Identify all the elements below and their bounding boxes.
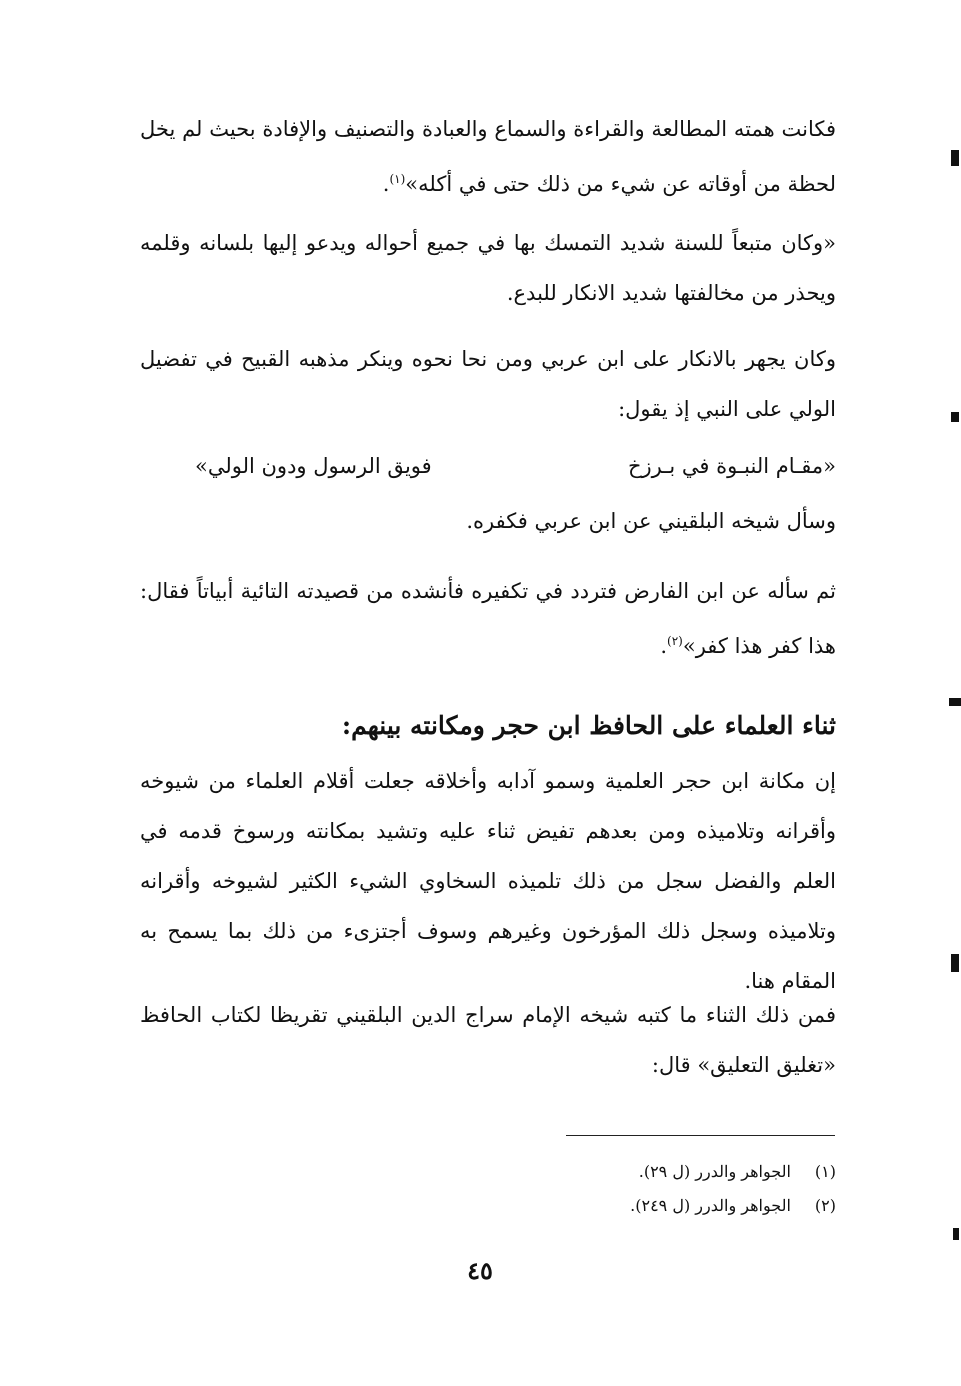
paragraph-1 xyxy=(140,104,836,209)
paragraph-7: فمن ذلك الثناء ما كتبه شيخه الإمام سراج الدين البلقيني تقريظا لكتاب الحافظ «تغليق التعليق» قال: xyxy=(140,1003,836,1077)
scan-edge-mark xyxy=(951,412,959,422)
paragraph-3: وكان يجهر بالانكار على ابن عربي ومن نحا نحوه وينكر مذهبه القبيح في تفضيل الولي على النبي إذ يقول: xyxy=(140,347,836,421)
scan-edge-mark xyxy=(951,150,959,166)
scan-edge-mark xyxy=(951,954,959,972)
paragraph-1-end: . xyxy=(382,172,390,196)
paragraph-5-text: ثم سأله عن ابن الفارض فتردد في تكفيره فأنشده من قصيدته التائية أبياتاً فقال: هذا كفر هذا كفر» xyxy=(140,579,836,658)
footnote-ref-2[interactable]: (٢) xyxy=(667,634,683,648)
paragraph-2: «وكان متبعاً للسنة شديد التمسك بها في جميع أحواله ويدعو إليها بلسانه وقلمه ويحذر من مخالفتها شديد الانكار للبدع. xyxy=(140,231,836,305)
footnote-2-text: الجواهر والدرر (ل ٢٤٩). xyxy=(630,1196,791,1215)
verse-first-hemistich: «مقـام النبـوة في بـرزخ xyxy=(627,454,836,478)
footnote-ref-1[interactable]: (١) xyxy=(389,172,406,186)
page-number: ٤٥ xyxy=(467,1256,493,1285)
paragraph-1-text: فكانت همته المطالعة والقراءة والسماع والعبادة والتصنيف والإفادة بحيث لم يخل لحظة من أوقاته عن شيء من ذلك حتى في أكله» xyxy=(140,117,836,196)
section-heading: ثناء العلماء على الحافظ ابن حجر ومكانته بينهم: xyxy=(341,711,836,740)
footnote-2-number: (٢) xyxy=(814,1196,836,1215)
scan-edge-mark xyxy=(953,1228,959,1240)
paragraph-5-end: . xyxy=(660,634,668,658)
footnote-1 xyxy=(300,1160,836,1184)
verse-second-hemistich: فويق الرسول ودون الولي» xyxy=(195,454,432,478)
paragraph-4: وسأل شيخه البلقيني عن ابن عربي فكفره. xyxy=(466,509,836,533)
paragraph-5 xyxy=(140,566,836,671)
paragraph-6: إن مكانة ابن حجر العلمية وسمو آدابه وأخلاقه جعلت أقلام العلماء من شيوخه وأقرانه وتلاميذه ومن بعدهم تفيض ثناء عليه وتشيد بمكانته ورسوخ قدمه في العلم والفضل سجل من ذلك تلميذه السخاوي الشيء الكثير لشيوخه وأقرانه وتلاميذه وسجل ذلك المؤرخون وغيرهم وسوف أجتزىء من ذلك بما يسمح به المقام هنا. xyxy=(140,769,836,993)
footnote-1-text: الجواهر والدرر (ل ٢٩). xyxy=(638,1162,791,1181)
scan-edge-mark xyxy=(949,698,961,706)
verse-line xyxy=(195,441,836,491)
footnote-separator xyxy=(566,1135,835,1136)
footnote-2 xyxy=(300,1194,836,1218)
footnote-1-number: (١) xyxy=(814,1162,836,1181)
